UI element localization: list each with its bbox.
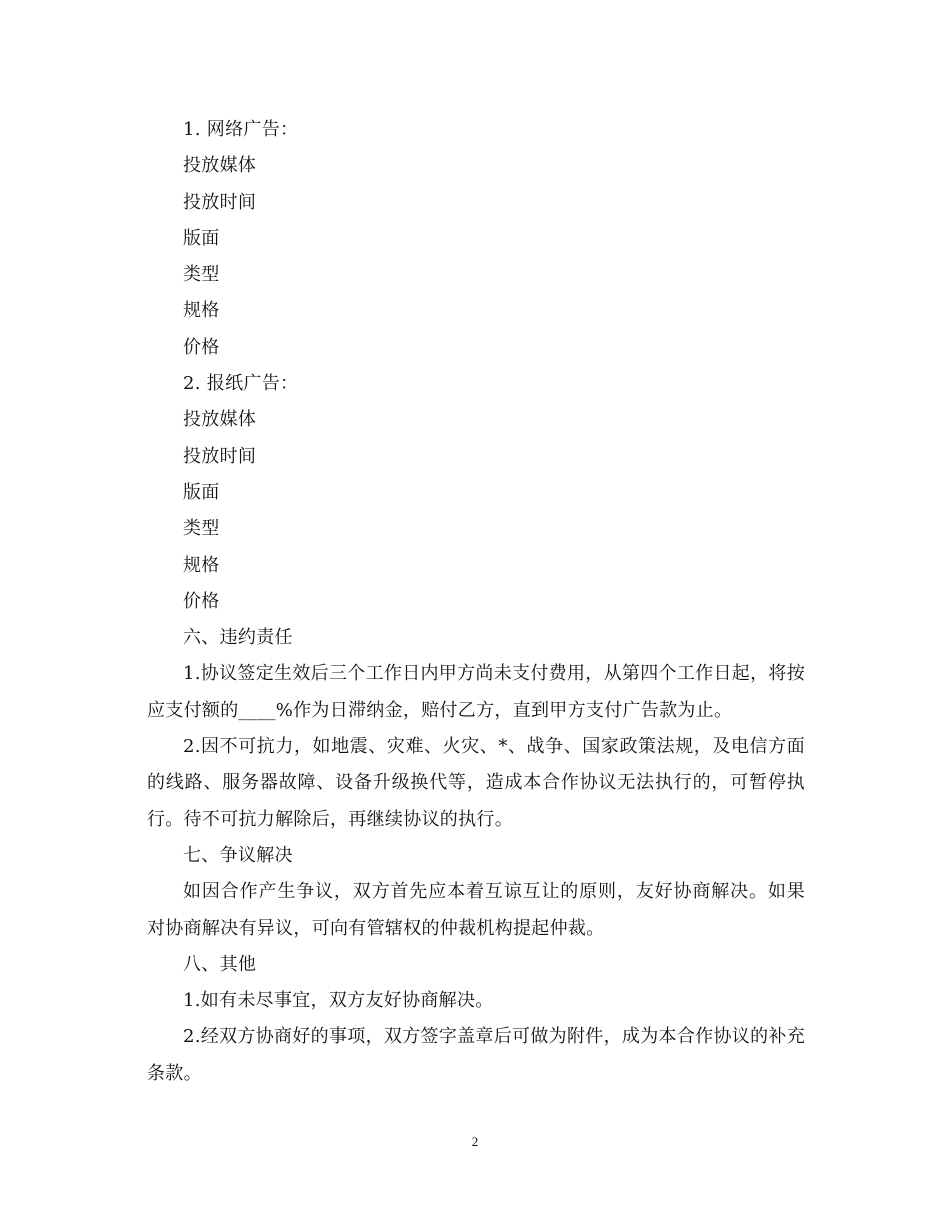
list-item: 投放时间	[183, 191, 257, 213]
list-item: 规格	[183, 300, 220, 322]
clause-other-1: 1.如有未尽事宜，双方友好协商解决。	[183, 990, 494, 1012]
list-item: 版面	[183, 481, 220, 503]
list-item: 版面	[183, 227, 220, 249]
list-heading-newspaper-ads: 2. 报纸广告：	[183, 373, 299, 395]
section-heading-breach: 六、违约责任	[183, 627, 293, 649]
list-item: 投放媒体	[183, 409, 257, 431]
clause-other-2: 2.经双方协商好的事项，双方签字盖章后可做为附件，成为本合作协议的补充条款。	[147, 1026, 805, 1084]
list-item: 投放时间	[183, 445, 257, 467]
document-body	[147, 112, 805, 1092]
section-heading-other: 八、其他	[183, 953, 257, 975]
page-number: 2	[471, 1134, 479, 1149]
list-item: 价格	[183, 336, 220, 358]
list-item: 类型	[183, 518, 220, 540]
section-heading-dispute: 七、争议解决	[183, 844, 293, 866]
list-item: 规格	[183, 554, 220, 576]
list-heading-online-ads: 1. 网络广告：	[183, 119, 299, 140]
clause-late-payment: 1.协议签定生效后三个工作日内甲方尚未支付费用，从第四个工作日起，将按应支付额的____%作为日滞纳金，赔付乙方，直到甲方支付广告款为止。	[147, 663, 805, 721]
clause-force-majeure: 2.因不可抗力，如地震、灾难、火灾、*、战争、国家政策法规，及电信方面的线路、服务器故障、设备升级换代等，造成本合作协议无法执行的，可暂停执行。待不可抗力解除后，再继续协议的执行。	[147, 736, 805, 830]
list-item: 价格	[183, 590, 220, 612]
list-item: 投放媒体	[183, 155, 257, 177]
clause-dispute-resolution: 如因合作产生争议，双方首先应本着互谅互让的原则，友好协商解决。如果对协商解决有异议，可向有管辖权的仲裁机构提起仲裁。	[147, 881, 805, 939]
list-item: 类型	[183, 264, 220, 286]
